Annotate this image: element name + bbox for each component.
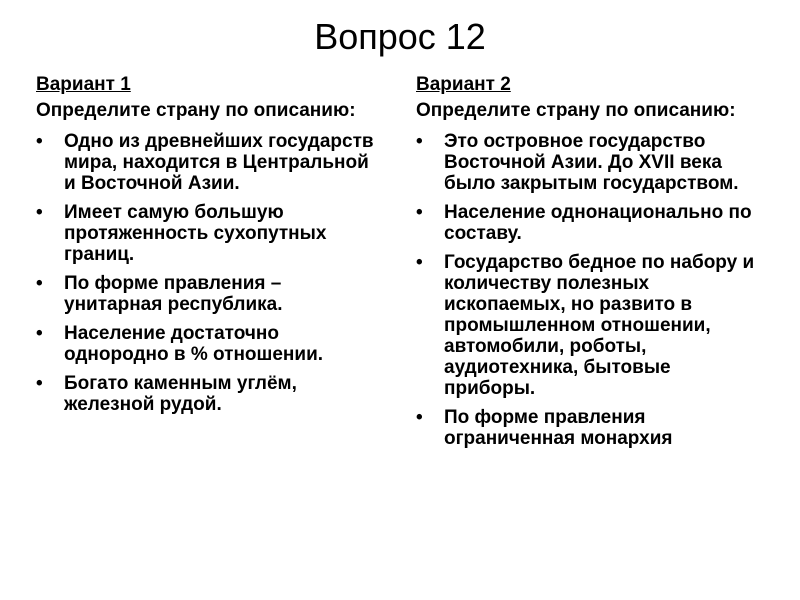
- bullet-item: [416, 131, 766, 194]
- bullet-item: [36, 202, 384, 265]
- variant-2-bullet-list: [416, 131, 766, 449]
- bullet-text: Это островное государство Восточной Азии. До XVII века было закрытым государством.: [444, 131, 739, 194]
- bullet-icon: •: [36, 323, 43, 344]
- variant-1-prompt: Определите страну по описанию:: [36, 100, 356, 121]
- bullet-icon: •: [416, 202, 423, 223]
- bullet-icon: •: [36, 373, 43, 394]
- variant-2-prompt: Определите страну по описанию:: [416, 100, 736, 121]
- variant-1-bullet-list: [36, 131, 384, 415]
- variant-2-column: [416, 74, 766, 457]
- bullet-icon: •: [36, 273, 43, 294]
- bullet-text: Население однонационально по составу.: [444, 202, 752, 244]
- variant-1-label: Вариант 1: [36, 74, 131, 95]
- bullet-text: По форме правления ограниченная монархия: [444, 407, 673, 449]
- bullet-item: [36, 323, 384, 365]
- bullet-item: [416, 202, 766, 244]
- bullet-item: [36, 273, 384, 315]
- bullet-text: Одно из древнейших государств мира, находится в Центральной и Восточной Азии.: [64, 131, 374, 194]
- bullet-item: [416, 407, 766, 449]
- bullet-icon: •: [36, 202, 43, 223]
- bullet-icon: •: [416, 407, 423, 428]
- bullet-icon: •: [416, 252, 423, 273]
- bullet-text: По форме правления – унитарная республика.: [64, 273, 283, 315]
- bullet-item: [36, 131, 384, 194]
- variant-1-column: [36, 74, 384, 423]
- bullet-text: Государство бедное по набору и количеству полезных ископаемых, но развито в промышленном отношении, автомобили, роботы, аудиотехника, бытовые приборы.: [444, 252, 755, 399]
- bullet-item: [416, 252, 766, 399]
- variant-2-label: Вариант 2: [416, 74, 511, 95]
- bullet-text: Имеет самую большую протяженность сухопутных границ.: [64, 202, 327, 265]
- bullet-text: Богато каменным углём, железной рудой.: [64, 373, 297, 415]
- bullet-icon: •: [36, 131, 43, 152]
- bullet-item: [36, 373, 384, 415]
- slide-title: Вопрос 12: [314, 16, 486, 57]
- bullet-text: Население достаточно однородно в % отношении.: [64, 323, 324, 365]
- bullet-icon: •: [416, 131, 423, 152]
